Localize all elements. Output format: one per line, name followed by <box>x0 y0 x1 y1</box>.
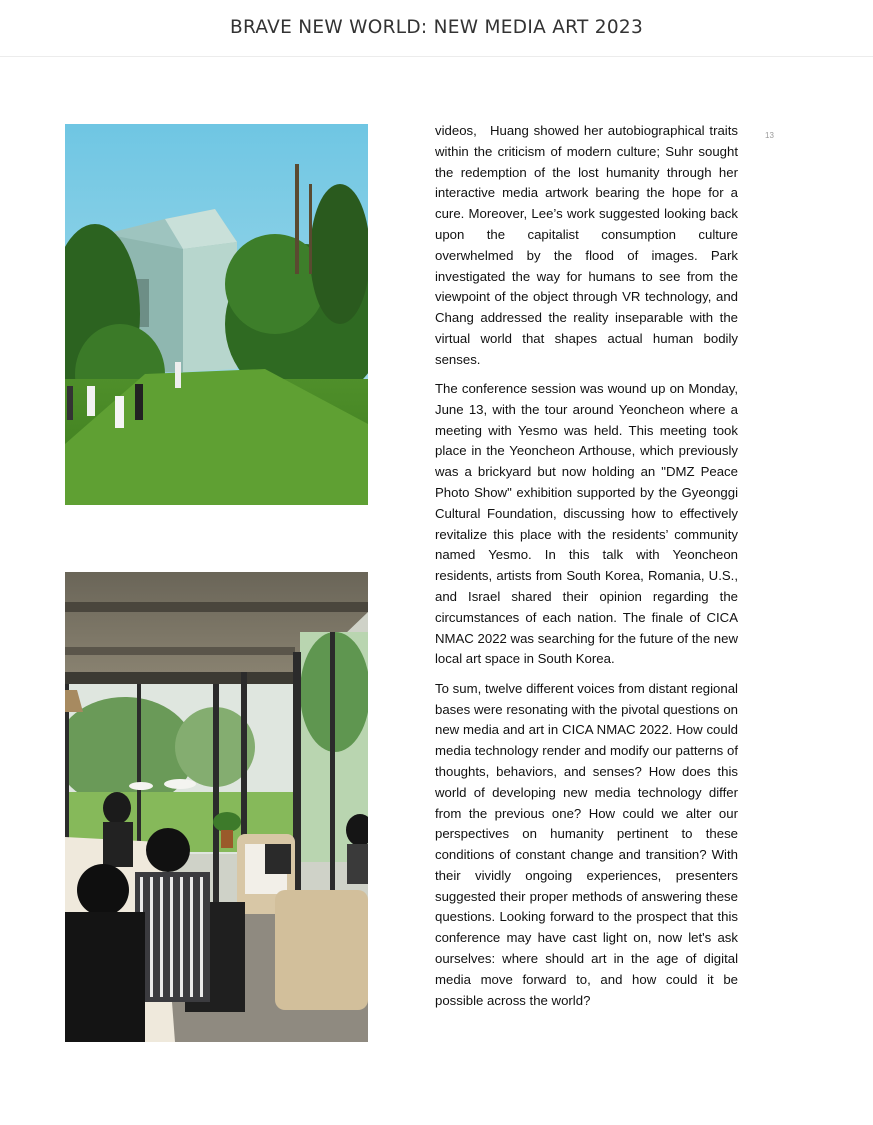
page-header <box>0 0 873 57</box>
meeting-room-interior-photo <box>65 572 368 1042</box>
header-title: BRAVE NEW WORLD: NEW MEDIA ART 2023 <box>229 17 644 38</box>
yeoncheon-arthouse-exterior-photo <box>65 124 368 505</box>
article-paragraph: The conference session was wound up on Monday, June 13, with the tour around Yeoncheon where a meeting with Yesmo was held. This meeting took place in the Yeoncheon Arthouse, which previously was a brickyard but now holding an "DMZ Peace Photo Show" exhibition supported by the Gyeonggi Cultural Foundation, discussing how to effectively revitalize this place with the residents’ community named Yesmo. In this talk with Yeoncheon residents, artists from South Korea, Romania, U.S., and Israel shared their opinion regarding the circumstances of each nation. The finale of CICA NMAC 2022 was searching for the future of the new local art space in South Korea. <box>435 381 738 667</box>
article-paragraph: videos, Huang showed her autobiographical traits within the criticism of modern culture; Suhr sought the redemption of the lost humanity through her interactive media artwork bearing the hope for a cure. Moreover, Lee’s work suggested looking back upon the capitalist consumption culture overwhelmed by the flood of images. Park investigated the way for humans to see from the viewpoint of the object through VR technology, and Chang addressed the reality inseparable with the virtual world that shapes actual human bodily senses. <box>435 123 738 367</box>
exterior-photo-illustration <box>65 124 368 505</box>
article-paragraph: To sum, twelve different voices from distant regional bases were resonating with the pivotal questions on new media and art in CICA NMAC 2022. How could media technology render and modify our patterns of thoughts, behaviors, and senses? How does this world of developing new media technology differ from the previous one? How could we alter our perspectives on humanity pertinent to these conditions of constant change and transition? With their vividly ongoing experiences, presenters suggested their proper methods of answering these questions. Looking forward to the prospect that this conference may have cast light on, now let's ask ourselves: where should art in the age of digital media move forward to, and how could it be possible across the world? <box>435 680 738 1008</box>
article-body <box>435 121 738 1020</box>
page-number: 13 <box>765 131 774 140</box>
interior-photo-illustration <box>65 572 368 1042</box>
